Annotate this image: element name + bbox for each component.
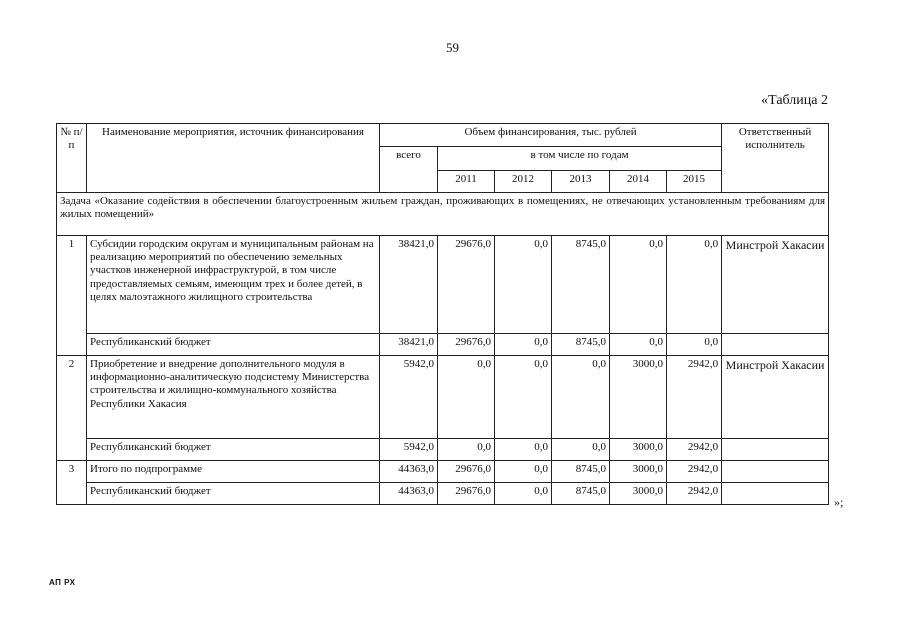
sub-value-2015: 2942,0 (667, 439, 722, 461)
header-name: Наименование мероприятия, источник финансирования (87, 124, 380, 193)
value-2012: 0,0 (495, 461, 552, 483)
row-sub-responsible (722, 439, 829, 461)
value-2012: 0,0 (495, 236, 552, 334)
row-sub-responsible (722, 334, 829, 356)
footer-code: АП РХ (49, 578, 76, 587)
sub-value-2014: 3000,0 (610, 483, 667, 505)
header-year: 2011 (438, 171, 495, 193)
sub-value-total: 38421,0 (380, 334, 438, 356)
header-total: всего (380, 147, 438, 193)
header-year: 2015 (667, 171, 722, 193)
header-funding: Объем финансирования, тыс. рублей (380, 124, 722, 147)
value-total: 38421,0 (380, 236, 438, 334)
value-2012: 0,0 (495, 356, 552, 439)
header-year: 2014 (610, 171, 667, 193)
header-by-years: в том числе по годам (438, 147, 722, 171)
row-number: 2 (57, 356, 87, 461)
row-responsible (722, 461, 829, 483)
value-2011: 29676,0 (438, 236, 495, 334)
row-sub-name: Республиканский бюджет (87, 439, 380, 461)
sub-value-2014: 0,0 (610, 334, 667, 356)
header-no: № п/п (57, 124, 87, 193)
sub-value-2013: 8745,0 (552, 483, 610, 505)
header-year: 2012 (495, 171, 552, 193)
row-sub-name: Республиканский бюджет (87, 483, 380, 505)
header-year: 2013 (552, 171, 610, 193)
value-2013: 0,0 (552, 356, 610, 439)
row-sub-name: Республиканский бюджет (87, 334, 380, 356)
sub-value-total: 5942,0 (380, 439, 438, 461)
value-2014: 0,0 (610, 236, 667, 334)
sub-value-2013: 8745,0 (552, 334, 610, 356)
row-sub-responsible (722, 483, 829, 505)
row-responsible: Минстрой Хакасии (722, 236, 829, 334)
financing-table (56, 123, 829, 505)
value-2013: 8745,0 (552, 236, 610, 334)
row-name: Субсидии городским округам и муниципальным районам на реализацию мероприятий по обеспечению земельных участков инженерной инфраструктурой, в том числе предоставляемых семьям, имеющим трех и более детей, в целях малоэтажного жилищного строительства (87, 236, 380, 334)
value-2014: 3000,0 (610, 461, 667, 483)
value-2011: 29676,0 (438, 461, 495, 483)
value-2015: 2942,0 (667, 461, 722, 483)
sub-value-2011: 29676,0 (438, 483, 495, 505)
sub-value-2013: 0,0 (552, 439, 610, 461)
row-name: Приобретение и внедрение дополнительного модуля в информационно-аналитическую подсистему Министерства строительства и жилищно-коммунального хозяйства Республики Хакасия (87, 356, 380, 439)
value-total: 5942,0 (380, 356, 438, 439)
table-caption: «Таблица 2 (761, 93, 828, 108)
sub-value-2015: 0,0 (667, 334, 722, 356)
value-total: 44363,0 (380, 461, 438, 483)
value-2015: 2942,0 (667, 356, 722, 439)
sub-value-2015: 2942,0 (667, 483, 722, 505)
value-2013: 8745,0 (552, 461, 610, 483)
row-number: 3 (57, 461, 87, 505)
row-responsible: Минстрой Хакасии (722, 356, 829, 439)
sub-value-2012: 0,0 (495, 439, 552, 461)
task-row: Задача «Оказание содействия в обеспечении благоустроенным жильем граждан, проживающих в помещениях, не отвечающих установленным требованиям для жилых помещений» (57, 193, 829, 236)
closing-quote-mark: »; (834, 495, 844, 509)
sub-value-total: 44363,0 (380, 483, 438, 505)
sub-value-2012: 0,0 (495, 483, 552, 505)
sub-value-2011: 29676,0 (438, 334, 495, 356)
value-2015: 0,0 (667, 236, 722, 334)
value-2011: 0,0 (438, 356, 495, 439)
sub-value-2011: 0,0 (438, 439, 495, 461)
page-number: 59 (446, 40, 459, 55)
value-2014: 3000,0 (610, 356, 667, 439)
sub-value-2014: 3000,0 (610, 439, 667, 461)
sub-value-2012: 0,0 (495, 334, 552, 356)
row-name: Итого по подпрограмме (87, 461, 380, 483)
row-number: 1 (57, 236, 87, 356)
header-responsible: Ответственный исполнитель (722, 124, 829, 193)
